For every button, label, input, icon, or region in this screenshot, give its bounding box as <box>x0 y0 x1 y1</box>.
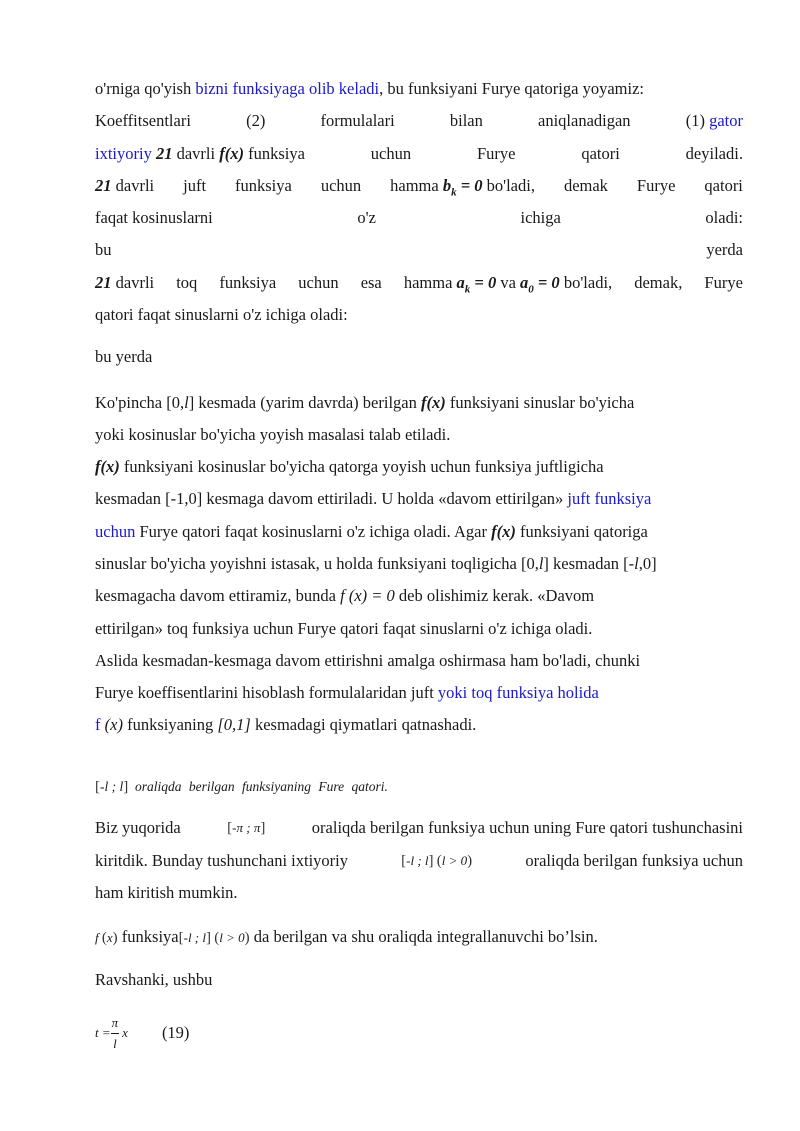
math: f (x) = 0 <box>340 586 395 605</box>
text: funksiyani kosinuslar bo'yicha qatorga yoyish uchun funksiya juftligicha <box>123 457 604 476</box>
math-value: = 0 <box>460 176 483 195</box>
word: Koeffitsentlari <box>95 111 191 130</box>
word: Furye <box>636 176 676 195</box>
word: bilan <box>449 111 483 130</box>
bracket-glyph: ] <box>260 820 266 836</box>
text-line: bu yerda <box>95 347 153 366</box>
math-value: = 0 <box>537 273 560 292</box>
word: yerda <box>706 240 743 259</box>
word: davrli <box>176 144 216 163</box>
text-line <box>95 176 743 202</box>
text-line <box>95 79 743 99</box>
math: (x) <box>104 715 123 734</box>
math: -l ; l <box>100 779 124 794</box>
math <box>456 273 497 296</box>
word: bu <box>95 240 112 259</box>
formula-19 <box>95 1015 743 1051</box>
text-line <box>95 273 743 299</box>
text: o'rniga qo'yish <box>95 79 192 98</box>
text: ,0] <box>638 554 657 573</box>
math <box>95 930 118 945</box>
word: toq <box>176 273 198 292</box>
hyperlink[interactable]: f <box>95 715 101 734</box>
word: o'z <box>357 208 376 227</box>
text: Biz yuqorida <box>95 818 181 837</box>
text: kesmagacha davom ettiramiz, bunda <box>95 586 336 605</box>
math: 21 <box>95 176 112 195</box>
text: Ko'pincha [0, <box>95 393 185 412</box>
math-value: = 0 <box>474 273 497 292</box>
word: bo'ladi, <box>563 273 613 292</box>
text: . <box>384 779 388 794</box>
word: qatori <box>581 144 620 163</box>
word-group <box>686 111 743 131</box>
text-line <box>95 851 743 871</box>
math-symbol: x <box>106 930 113 945</box>
math: l > 0 <box>219 930 245 945</box>
bracket-glyph: [ <box>401 853 407 869</box>
math: t = <box>95 1025 111 1040</box>
text: kiritdik. Bunday tushunchani ixtiyoriy <box>95 851 348 870</box>
hyperlink[interactable]: juft funksiya <box>567 489 652 508</box>
text: ] kesmadan [- <box>543 554 635 573</box>
word: demak, <box>634 273 683 292</box>
hyperlink[interactable]: bizni funksiyaga olib keladi <box>195 79 380 98</box>
hyperlink[interactable]: gator <box>709 111 743 130</box>
text: oraliqda berilgan funksiya uchun <box>525 851 743 870</box>
bracket-glyph: ( <box>214 930 220 946</box>
math: -l ; l <box>406 853 429 868</box>
word: qatori <box>704 176 743 195</box>
hyperlink[interactable]: yoki toq funksiya holida <box>437 683 599 702</box>
math: l <box>538 554 544 573</box>
bracket-glyph: [ <box>95 779 100 795</box>
math-subscript: k <box>464 283 471 296</box>
text: funksiyani qatoriga <box>520 522 648 541</box>
text: funksiyani sinuslar bo'yicha <box>449 393 635 412</box>
math-interval <box>227 818 265 838</box>
math-subscript: k <box>451 186 457 199</box>
text: funksiyaning <box>127 715 214 734</box>
text-line <box>95 586 743 606</box>
math: f(x) <box>491 522 516 541</box>
text-line <box>95 144 743 164</box>
text: Furye qatori faqat kosinuslarni o'z ichiga oladi. Agar <box>139 522 488 541</box>
word: funksiya <box>219 273 277 292</box>
word: hamma <box>390 176 439 195</box>
word: uchun <box>320 176 362 195</box>
text: Furye koeffisentlarini hisoblash formulalaridan juft <box>95 683 434 702</box>
heading-text: oraliqda berilgan funksiyaning Fure qatori <box>135 779 385 794</box>
word: uchun <box>298 273 339 292</box>
equation-number: (19) <box>161 1023 190 1042</box>
math: -π ; π <box>232 820 261 835</box>
text: deb olishimiz kerak. «Davom <box>398 586 595 605</box>
word: davrli <box>115 273 155 292</box>
word: ichiga <box>520 208 561 227</box>
word: funksiya <box>235 176 292 195</box>
math <box>442 176 483 199</box>
text-line: ham kiritish mumkin. <box>95 883 238 902</box>
text-line <box>95 208 743 228</box>
text-line <box>95 554 743 574</box>
text-line <box>95 683 743 703</box>
word: va <box>500 273 516 292</box>
text: oraliqda berilgan funksiya uchun uning Fure qatori tushunchasini <box>311 818 743 837</box>
text: da berilgan va shu oraliqda integrallanuvchi bo’lsin. <box>253 927 598 946</box>
fraction-denominator: l <box>113 1035 117 1051</box>
hyperlink[interactable]: uchun <box>95 522 136 541</box>
word: bo'ladi, <box>486 176 535 195</box>
fraction <box>111 1013 120 1054</box>
text-line <box>95 927 743 948</box>
math-symbol: f <box>95 930 99 945</box>
word: hamma <box>403 273 453 292</box>
text: kesmadagi qiymatlari qatnashadi. <box>254 715 477 734</box>
math-subscript: 0 <box>528 283 534 296</box>
text-line <box>95 522 743 542</box>
text: sinuslar bo'yicha yoyishni istasak, u holda funksiyani toqligicha [0, <box>95 554 539 573</box>
math <box>520 273 560 296</box>
math-interval <box>401 851 472 871</box>
math: l <box>634 554 639 573</box>
text-line <box>95 393 743 413</box>
math: l <box>184 393 189 412</box>
word-group <box>95 144 305 164</box>
bracket-glyph: [ <box>227 820 233 836</box>
bracket-glyph: [ <box>178 930 184 946</box>
math: [0,1] <box>217 715 251 734</box>
word: (1) <box>685 111 705 130</box>
bracket-glyph: ] <box>123 779 129 795</box>
bracket-glyph: ) <box>244 930 250 946</box>
text-line <box>95 818 743 838</box>
text-line: ettirilgan» toq funksiya uchun Furye qatori faqat sinuslarni o'z ichiga oladi. <box>95 619 593 638</box>
word: oladi: <box>705 208 743 227</box>
math-interval <box>179 930 250 945</box>
math: f(x) <box>219 144 244 163</box>
math: f(x) <box>421 393 446 412</box>
word: faqat kosinuslarni <box>95 208 213 227</box>
word: (2) <box>246 111 266 130</box>
bracket-glyph: ( <box>436 853 442 869</box>
text: ] kesmada (yarim davrda) berilgan <box>188 393 417 412</box>
text-line: yoki kosinuslar bo'yicha yoyish masalasi talab etiladi. <box>95 425 451 444</box>
math: x <box>122 1025 128 1040</box>
text-line <box>95 489 743 509</box>
word: demak <box>563 176 608 195</box>
section-heading <box>95 777 743 797</box>
text-line: qatori faqat sinuslarni o'z ichiga oladi: <box>95 305 348 324</box>
text-line: Aslida kesmadan-kesmaga davom ettirishni amalga oshirmasa ham bo'ladi, chunki <box>95 651 641 670</box>
math: 21 <box>95 273 112 292</box>
word: aniqlanadigan <box>538 111 631 130</box>
math: f(x) <box>95 457 120 476</box>
word-group <box>404 273 612 299</box>
hyperlink[interactable]: ixtiyoriy <box>95 144 152 163</box>
text: funksiya <box>121 927 179 946</box>
word: Furye <box>476 144 516 163</box>
fraction-numerator: π <box>111 1013 120 1034</box>
word-group <box>95 176 154 202</box>
bracket-glyph: ( <box>101 930 107 946</box>
word: Furye <box>704 273 743 292</box>
text-line <box>95 715 743 735</box>
text-line <box>95 457 743 477</box>
word-group <box>95 273 154 299</box>
math-symbol: a <box>456 273 465 292</box>
text: kesmadan [-1,0] kesmaga davom ettiriladi. U holda «davom ettirilgan» <box>95 489 564 508</box>
word: formulalari <box>320 111 395 130</box>
word: esa <box>360 273 382 292</box>
bracket-glyph: ) <box>112 930 118 946</box>
math: 21 <box>155 144 173 163</box>
text-line <box>95 240 743 260</box>
math-symbol: a <box>520 273 529 292</box>
bracket-glyph: ] <box>428 853 434 869</box>
text-line: Ravshanki, ushbu <box>95 970 213 989</box>
bracket-glyph: ] <box>206 930 211 946</box>
word: juft <box>183 176 207 195</box>
math: l > 0 <box>441 853 468 868</box>
word: funksiya <box>248 144 305 163</box>
math: -l ; l <box>183 930 206 945</box>
word: davrli <box>115 176 155 195</box>
word: uchun <box>370 144 412 163</box>
text: , bu funksiyani Furye qatoriga yoyamiz: <box>379 79 644 98</box>
word-group <box>390 176 535 202</box>
math-symbol: b <box>442 176 452 195</box>
text-line <box>95 111 743 131</box>
bracket-glyph: ) <box>467 853 473 869</box>
word: deyiladi. <box>685 144 743 163</box>
